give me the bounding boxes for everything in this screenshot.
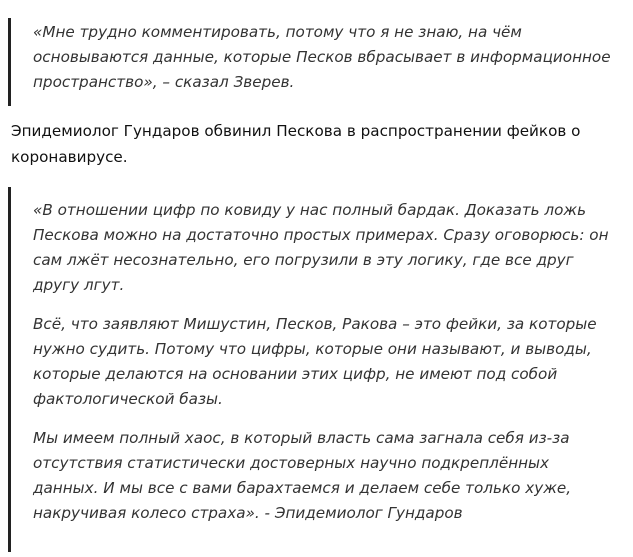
blockquote-zverev [8, 18, 623, 106]
quote-gundarov-paragraph-3: Мы имеем полный хаос, в который власть сама загнала себя из-за отсутствия статистически достоверных научно подкреплённых данных. И мы все с вами барахтаемся и делаем себе только хуже, накручивая колесо страха». - Эпидемиолог Гундаров [33, 429, 572, 522]
quote-gundarov-paragraph-2: Всё, что заявляют Мишустин, Песков, Ракова – это фейки, за которые нужно судить. Потому что цифры, которые они называют, и выводы, которые делаются на основании этих цифр, не имеют под собой фактологической базы. [33, 315, 597, 408]
quote-zverev-text: «Мне трудно комментировать, потому что я не знаю, на чём основываются данные, которые Песков вбрасывает в информационное пространство», – сказал Зверев. [33, 23, 611, 91]
article-paragraph: Эпидемиолог Гундаров обвинил Пескова в распространении фейков о коронавирусе. [11, 122, 581, 166]
blockquote-gundarov [8, 187, 623, 552]
quote-gundarov-paragraph-1: «В отношении цифр по ковиду у нас полный бардак. Доказать ложь Пескова можно на достаточно простых примерах. Сразу оговорюсь: он сам лжёт несознательно, его погрузили в эту логику, где все друг другу лгут. [33, 201, 609, 294]
